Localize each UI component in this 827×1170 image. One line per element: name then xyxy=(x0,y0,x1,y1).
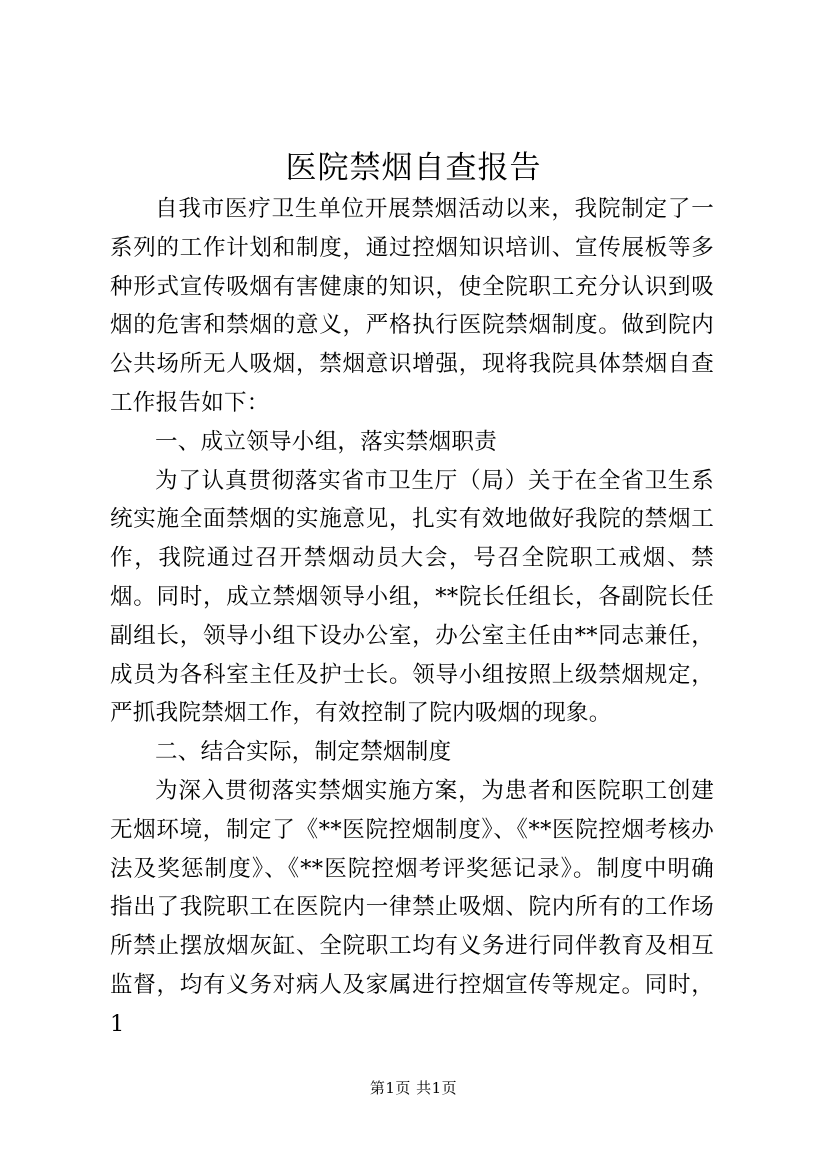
section-heading-2: 二、结合实际，制定禁烟制度 xyxy=(155,739,452,766)
document-body xyxy=(110,190,714,1044)
section-heading-1: 一、成立领导小组，落实禁烟职责 xyxy=(155,428,498,455)
document-title: 医院禁烟自查报告 xyxy=(285,150,542,186)
intro-paragraph: 自我市医疗卫生单位开展禁烟活动以来，我院制定了一系列的工作计划和制度，通过控烟知识培训、宣传展板等多种形式宣传吸烟有害健康的知识，使全院职工充分认识到吸烟的危害和禁烟的意义，严格执行医院禁烟制度。做到院内公共场所无人吸烟，禁烟意识增强，现将我院具体禁烟自查工作报告如下： xyxy=(110,196,714,416)
page-footer: 第1页 共1页 xyxy=(369,1079,458,1097)
section-1-paragraph: 为了认真贯彻落实省市卫生厅（局）关于在全省卫生系统实施全面禁烟的实施意见，扎实有效地做好我院的禁烟工作，我院通过召开禁烟动员大会，号召全院职工戒烟、禁烟。同时，成立禁烟领导小组，**院长任组长，各副院长任副组长，领导小组下设办公室，办公室主任由**同志兼任，成员为各科室主任及护士长。领导小组按照上级禁烟规定，严抓我院禁烟工作，有效控制了院内吸烟的现象。 xyxy=(110,467,714,727)
section-2-paragraph: 为深入贯彻落实禁烟实施方案，为患者和医院职工创建无烟环境，制定了《**医院控烟制度》、《**医院控烟考核办法及奖惩制度》、《**医院控烟考评奖惩记录》。制度中明确指出了我院职工在医院内一律禁止吸烟、院内所有的工作场所禁止摆放烟灰缸、全院职工均有义务进行同伴教育及相互监督，均有义务对病人及家属进行控烟宣传等规定。同时，1 xyxy=(110,777,714,1037)
